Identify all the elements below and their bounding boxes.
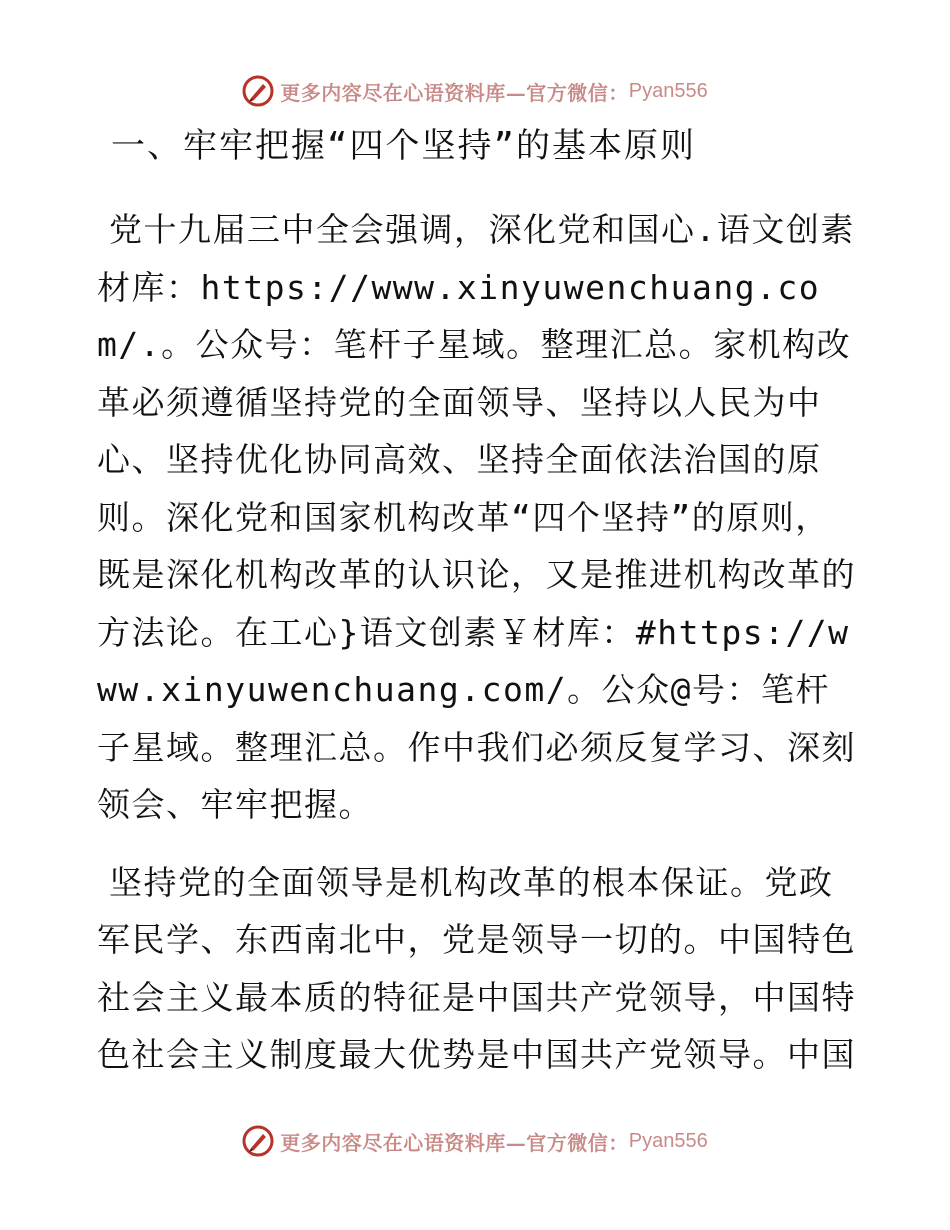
quill-pen-logo-icon: [242, 75, 274, 107]
footer-banner: [0, 1121, 950, 1161]
banner-wechat-id: Pyan556: [628, 79, 708, 102]
paragraph-1: 党十九届三中全会强调，深化党和国心.语文创素材库：https://www.xinyuwenchuang.com/.。公众号：笔杆子星域。整理汇总。家机构改革必须遵循坚持党的全面领导、坚持以人民为中心、坚持优化协同高效、坚持全面依法治国的原则。深化党和国家机构改革“四个坚持”的原则，既是深化机构改革的认识论，又是推进机构改革的方法论。在工心}语文创素￥材库：#https://www.xinyuwenchuang.com/。公众@号：笔杆子星域。整理汇总。作中我们必须反复学习、深刻领会、牢牢把握。: [97, 210, 856, 824]
banner-text: 更多内容尽在心语资料库—官方微信：: [280, 80, 629, 105]
paragraph-2: 坚持党的全面领导是机构改革的根本保证。党政军民学、东西南北中，党是领导一切的。中国特色社会主义最本质的特征是中国共产党领导，中国特色社会主义制度最大优势是中国共产党领导。中国: [97, 862, 856, 1074]
document-body: [97, 118, 857, 1084]
header-banner: [0, 71, 950, 111]
banner-wechat-id: Pyan556: [628, 1129, 708, 1152]
banner-text: 更多内容尽在心语资料库—官方微信：: [280, 1130, 629, 1155]
section-heading: 一、牢牢把握“四个坚持”的基本原则: [111, 126, 696, 166]
quill-pen-logo-icon: [242, 1125, 274, 1157]
